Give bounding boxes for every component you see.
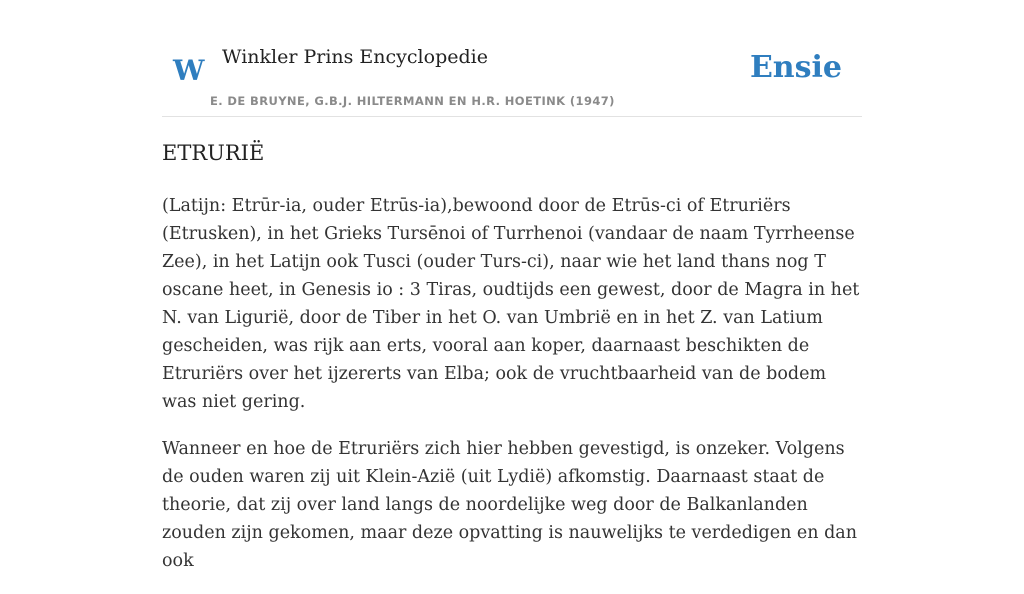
ensie-logo[interactable]: Ensie <box>749 50 842 85</box>
publication-logo-icon[interactable]: W <box>173 54 205 87</box>
site-header <box>162 40 862 117</box>
article-title: ETRURIË <box>162 141 265 165</box>
article-paragraph: Wanneer en hoe de Etruriërs zich hier hebben gevestigd, is onzeker. Volgens de ouden waren zij uit Klein-Azië (uit Lydië) afkomstig. Daarnaast staat de theorie, dat zij over land langs de noordelijke weg door de Balkanlanden zouden zijn gekomen, maar deze opvatting is nauwelijks te verdedigen en dan ook <box>162 439 858 571</box>
article-body <box>162 192 862 594</box>
article-paragraph: (Latijn: Etrūr-ia, ouder Etrūs-ia),bewoond door de Etrūs-ci of Etruriërs (Etrusken), in het Grieks Tursēnoi of Turrhenoi (vandaar de naam Tyrrheense Zee), in het Latijn ook Tusci (ouder Turs-ci), naar wie het land thans nog T oscane heet, in Genesis io : 3 Tiras, oudtijds een gewest, door de Magra in het N. van Ligurië, door de Tiber in het O. van Umbrië en in het Z. van Latium gescheiden, was rijk aan erts, vooral aan koper, daarnaast beschikten de Etruriërs over het ijzererts van Elba; ook de vruchtbaarheid van de bodem was niet gering. <box>162 196 860 412</box>
publication-authors: E. DE BRUYNE, G.B.J. HILTERMANN EN H.R. HOETINK (1947) <box>210 94 615 108</box>
publication-title[interactable]: Winkler Prins Encyclopedie <box>222 46 488 68</box>
